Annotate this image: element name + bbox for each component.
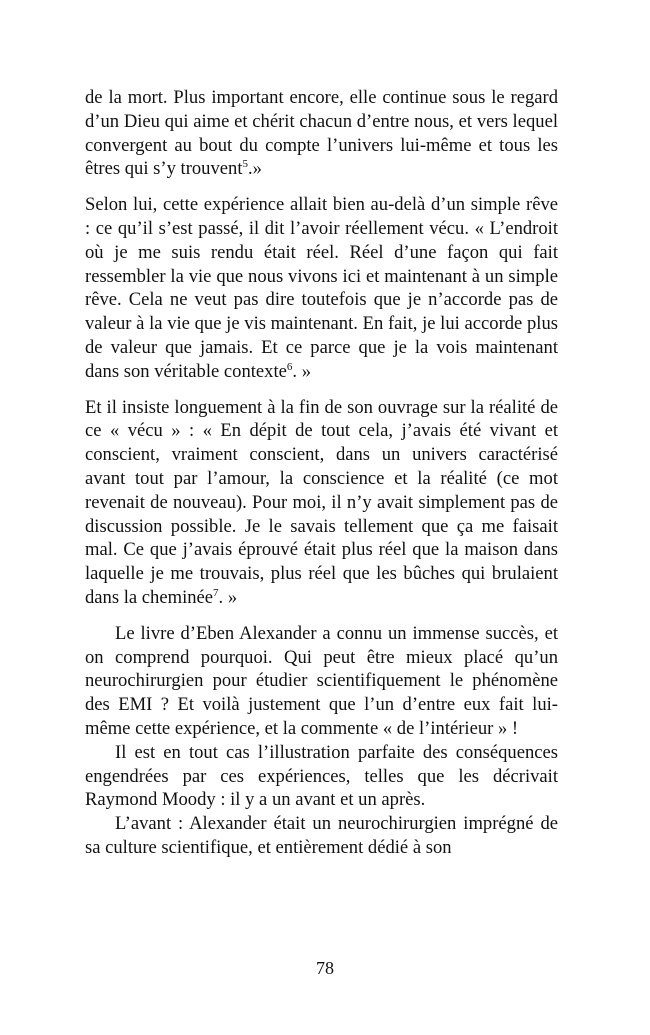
- page-number: 78: [316, 958, 334, 978]
- quote-paragraph-3-text: Et il insiste longuement à la fin de son ouvrage sur la réalité de ce « vécu » : « En dépit de tout cela, j’avais été vivant et conscient, vraiment conscient, dans un univers caractérisé avant tout par l’amour, la conscience et la réalité (ce mot revenait de nouveau). Pour moi, il n’y avait simplement pas de discussion possible. Je le savais tellement que ça me faisait mal. Ce que j’avais éprouvé était plus réel que la maison dans laquelle je me trouvais, plus réel que les bûches qui brulaient dans la cheminée: [85, 396, 558, 608]
- quote-paragraph-3-end: . »: [218, 586, 238, 608]
- quote-paragraph-1-text: de la mort. Plus important encore, elle continue sous le regard d’un Dieu qui aime et chérit chacun d’entre nous, et vers lequel convergent au bout du compte l’univers lui-même et tous les êtres qui s’y trouvent: [85, 87, 558, 180]
- footnote-ref-5[interactable]: 5: [242, 158, 248, 171]
- quote-paragraph-2-text: Selon lui, cette expérience allait bien au-delà d’un simple rêve : ce qu’il s’est passé, il dit l’avoir réellement vécu. « L’endroit où je me suis rendu était réel. Réel d’une façon qui fait ressembler la vie que nous vivons ici et maintenant à un simple rêve. Cela ne veut pas dire toutefois que je n’accorde pas de valeur à la vie que je vis maintenant. En fait, je lui accorde plus de valeur que jamais. Et ce parce que je la vois maintenant dans son véritable contexte: [85, 194, 558, 382]
- footnote-ref-6[interactable]: 6: [286, 360, 293, 373]
- body-paragraph-3: L’avant : Alexander était un neurochirurgien imprégné de sa culture scientifique, et entièrement dédié à son: [85, 813, 558, 858]
- quote-paragraph-1-end: .»: [248, 158, 262, 180]
- quote-paragraph-2: [85, 193, 558, 383]
- quote-paragraph-3: [85, 396, 558, 610]
- body-paragraph-1: Le livre d’Eben Alexander a connu un immense succès, et on comprend pourquoi. Qui peut être mieux placé qu’un neurochirurgien pour étudier scientifiquement le phénomène des EMI ? Et voilà justement que l’un d’entre eux fait lui-même cette expérience, et la commente « de l’intérieur » !: [85, 622, 558, 739]
- quote-paragraph-2-end: . »: [292, 360, 311, 382]
- quote-paragraph-1: [85, 86, 558, 181]
- body-paragraph-2: Il est en tout cas l’illustration parfaite des conséquences engendrées par ces expériences, telles que les décrivait Raymond Moody : il y a un avant et un après.: [85, 741, 558, 811]
- footnote-ref-7[interactable]: 7: [213, 586, 219, 599]
- page-text-block: [85, 86, 558, 860]
